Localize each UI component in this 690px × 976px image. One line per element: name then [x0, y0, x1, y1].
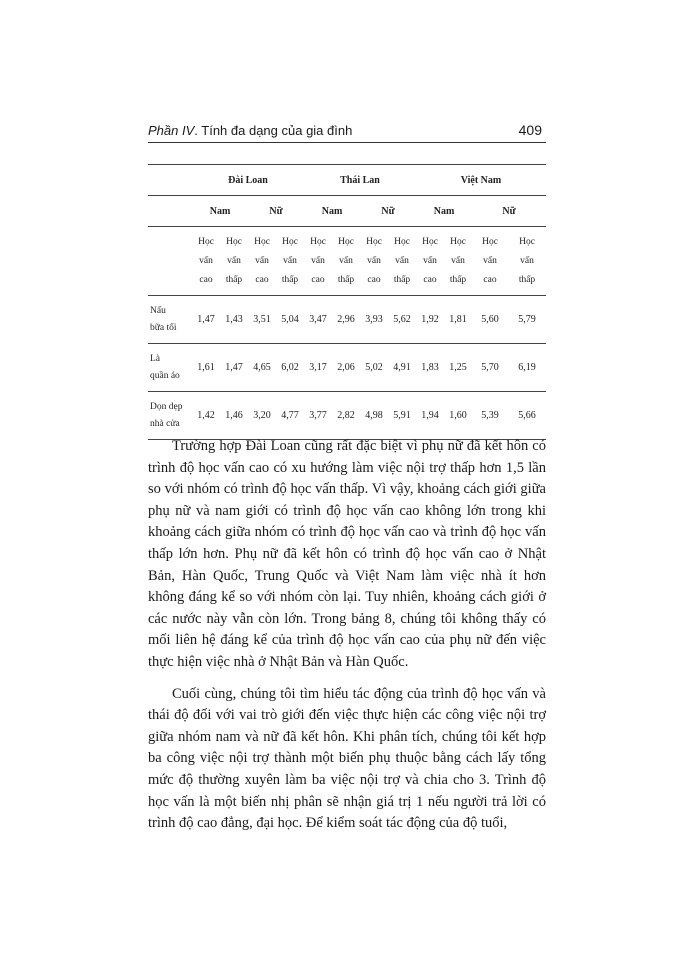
row-label-line: Dọn dẹp — [150, 401, 183, 412]
row-label-line: nhà cửa — [150, 418, 180, 429]
value-cell: 5,62 — [388, 296, 416, 344]
education-header-word: Học — [254, 236, 270, 247]
education-header-word: Học — [310, 236, 326, 247]
row-label-line: quần áo — [150, 370, 180, 381]
value-cell: 2,82 — [332, 392, 360, 440]
education-header-word: cao — [311, 274, 325, 285]
value-cell: 4,98 — [360, 392, 388, 440]
header-title: Phần IV. Tính đa dạng của gia đình — [148, 123, 353, 138]
value-cell: 1,25 — [444, 344, 472, 392]
education-header — [388, 227, 416, 296]
value-cell: 5,79 — [508, 296, 546, 344]
education-header-word: Học — [282, 236, 298, 247]
value-cell: 4,77 — [276, 392, 304, 440]
value-cell: 1,47 — [220, 344, 248, 392]
value-cell: 1,47 — [192, 296, 220, 344]
education-header — [332, 227, 360, 296]
value-cell: 1,61 — [192, 344, 220, 392]
education-header-word: Học — [226, 236, 242, 247]
row-label-line: Nấu — [150, 305, 166, 316]
country-header: Đài Loan — [192, 165, 304, 196]
row-label-line: Là — [150, 353, 161, 364]
education-header-word: vấn — [483, 255, 497, 266]
education-header — [276, 227, 304, 296]
education-header-word: Học — [450, 236, 466, 247]
value-cell: 2,96 — [332, 296, 360, 344]
value-cell: 1,92 — [416, 296, 444, 344]
value-cell: 3,77 — [304, 392, 332, 440]
value-cell: 1,81 — [444, 296, 472, 344]
value-cell: 5,60 — [472, 296, 508, 344]
education-header-word: Học — [519, 236, 535, 247]
value-cell: 3,51 — [248, 296, 276, 344]
sex-header-row — [148, 196, 546, 227]
value-cell: 6,02 — [276, 344, 304, 392]
education-header-word: thấp — [449, 274, 467, 285]
value-cell: 5,02 — [360, 344, 388, 392]
row-label — [148, 296, 192, 344]
education-header-row — [148, 227, 546, 296]
education-header-word: cao — [423, 274, 437, 285]
education-header — [304, 227, 332, 296]
education-header-word: cao — [199, 274, 213, 285]
education-header-word: thấp — [337, 274, 355, 285]
education-header — [360, 227, 388, 296]
value-cell: 4,91 — [388, 344, 416, 392]
sex-header: Nam — [304, 196, 360, 227]
row-label — [148, 392, 192, 440]
sex-header: Nữ — [472, 196, 546, 227]
sex-header: Nam — [192, 196, 248, 227]
running-header — [148, 120, 546, 143]
education-header-word: vấn — [395, 255, 409, 266]
education-header-word: Học — [422, 236, 438, 247]
education-header — [416, 227, 444, 296]
education-header-word: Học — [366, 236, 382, 247]
education-header — [248, 227, 276, 296]
value-cell: 5,70 — [472, 344, 508, 392]
value-cell: 3,47 — [304, 296, 332, 344]
education-header-word: cao — [483, 274, 497, 285]
education-header-word: thấp — [281, 274, 299, 285]
value-cell: 1,60 — [444, 392, 472, 440]
value-cell: 3,93 — [360, 296, 388, 344]
education-header-word: thấp — [518, 274, 536, 285]
education-header-word: Học — [394, 236, 410, 247]
row-label — [148, 344, 192, 392]
value-cell: 5,04 — [276, 296, 304, 344]
education-header-word: thấp — [393, 274, 411, 285]
value-cell: 6,19 — [508, 344, 546, 392]
education-header-word: vấn — [339, 255, 353, 266]
education-header-word: thấp — [225, 274, 243, 285]
education-header-word: vấn — [227, 255, 241, 266]
value-cell: 1,42 — [192, 392, 220, 440]
sex-header: Nữ — [360, 196, 416, 227]
header-title-text: Tính đa dạng của gia đình — [201, 123, 353, 138]
country-header: Việt Nam — [416, 165, 546, 196]
value-cell: 3,17 — [304, 344, 332, 392]
corner-cell — [148, 227, 192, 296]
education-header-word: vấn — [520, 255, 534, 266]
education-header-word: vấn — [199, 255, 213, 266]
sex-header: Nam — [416, 196, 472, 227]
page-number: 409 — [518, 122, 542, 138]
education-header-word: vấn — [255, 255, 269, 266]
education-header-word: vấn — [311, 255, 325, 266]
value-cell: 1,46 — [220, 392, 248, 440]
education-header — [220, 227, 248, 296]
value-cell: 1,94 — [416, 392, 444, 440]
education-header-word: Học — [482, 236, 498, 247]
country-header: Thái Lan — [304, 165, 416, 196]
value-cell: 2,06 — [332, 344, 360, 392]
corner-cell — [148, 165, 192, 196]
education-header — [508, 227, 546, 296]
education-header-word: Học — [338, 236, 354, 247]
education-header-word: Học — [198, 236, 214, 247]
value-cell: 5,39 — [472, 392, 508, 440]
education-header-word: vấn — [451, 255, 465, 266]
education-header — [472, 227, 508, 296]
education-header-word: cao — [367, 274, 381, 285]
value-cell: 4,65 — [248, 344, 276, 392]
sex-header: Nữ — [248, 196, 304, 227]
body-text — [148, 436, 546, 845]
table-row — [148, 296, 546, 344]
education-header-word: vấn — [367, 255, 381, 266]
education-header-word: vấn — [423, 255, 437, 266]
value-cell: 1,43 — [220, 296, 248, 344]
header-part: Phần IV — [148, 123, 195, 138]
paragraph: Cuối cùng, chúng tôi tìm hiểu tác động của trình độ học vấn và thái độ đối với vai trò giới đến việc thực hiện các công việc nội trợ giữa nhóm nam và nữ đã kết hôn. Khi phân tích, chúng tôi kết hợp ba công việc nội trợ thành một biến phụ thuộc bằng cách lấy tổng mức độ thường xuyên làm ba việc nội trợ và chia cho 3. Trình độ học vấn là một biến nhị phân sẽ nhận giá trị 1 nếu người trả lời có trình độ cao đẳng, đại học. Để kiểm soát tác động của độ tuổi, — [148, 685, 546, 832]
value-cell: 3,20 — [248, 392, 276, 440]
education-header-word: cao — [255, 274, 269, 285]
country-header-row — [148, 165, 546, 196]
housework-table — [148, 164, 546, 440]
paragraph: Trường hợp Đài Loan cũng rất đặc biệt vì phụ nữ đã kết hôn có trình độ học vấn cao có xu hướng làm việc nội trợ thấp hơn 1,5 lần so với nhóm có trình độ học vấn thấp. Vì vậy, khoảng cách giới giữa phụ nữ và nam giới có trình độ học vấn cao không lớn trong khi khoảng cách giữa nhóm có trình độ học vấn cao và trình độ học vấn thấp lớn hơn. Phụ nữ đã kết hôn có trình độ học vấn cao ở Nhật Bản, Hàn Quốc, Trung Quốc và Việt Nam làm việc nhà ít hơn không đáng kể so với nhóm còn lại. Tuy nhiên, khoảng cách giới ở các nước này vẫn còn lớn. Trong bảng 8, chúng tôi không thấy có mối liên hệ đáng kể của trình độ học vấn cao của phụ nữ đến việc thực hiện việc nhà ở Nhật Bản và Hàn Quốc. — [148, 438, 546, 670]
row-label-line: bữa tối — [150, 322, 177, 333]
value-cell: 5,66 — [508, 392, 546, 440]
table-row — [148, 344, 546, 392]
education-header — [444, 227, 472, 296]
corner-cell — [148, 196, 192, 227]
value-cell: 5,91 — [388, 392, 416, 440]
value-cell: 1,83 — [416, 344, 444, 392]
table-row — [148, 392, 546, 440]
education-header-word: vấn — [283, 255, 297, 266]
education-header — [192, 227, 220, 296]
